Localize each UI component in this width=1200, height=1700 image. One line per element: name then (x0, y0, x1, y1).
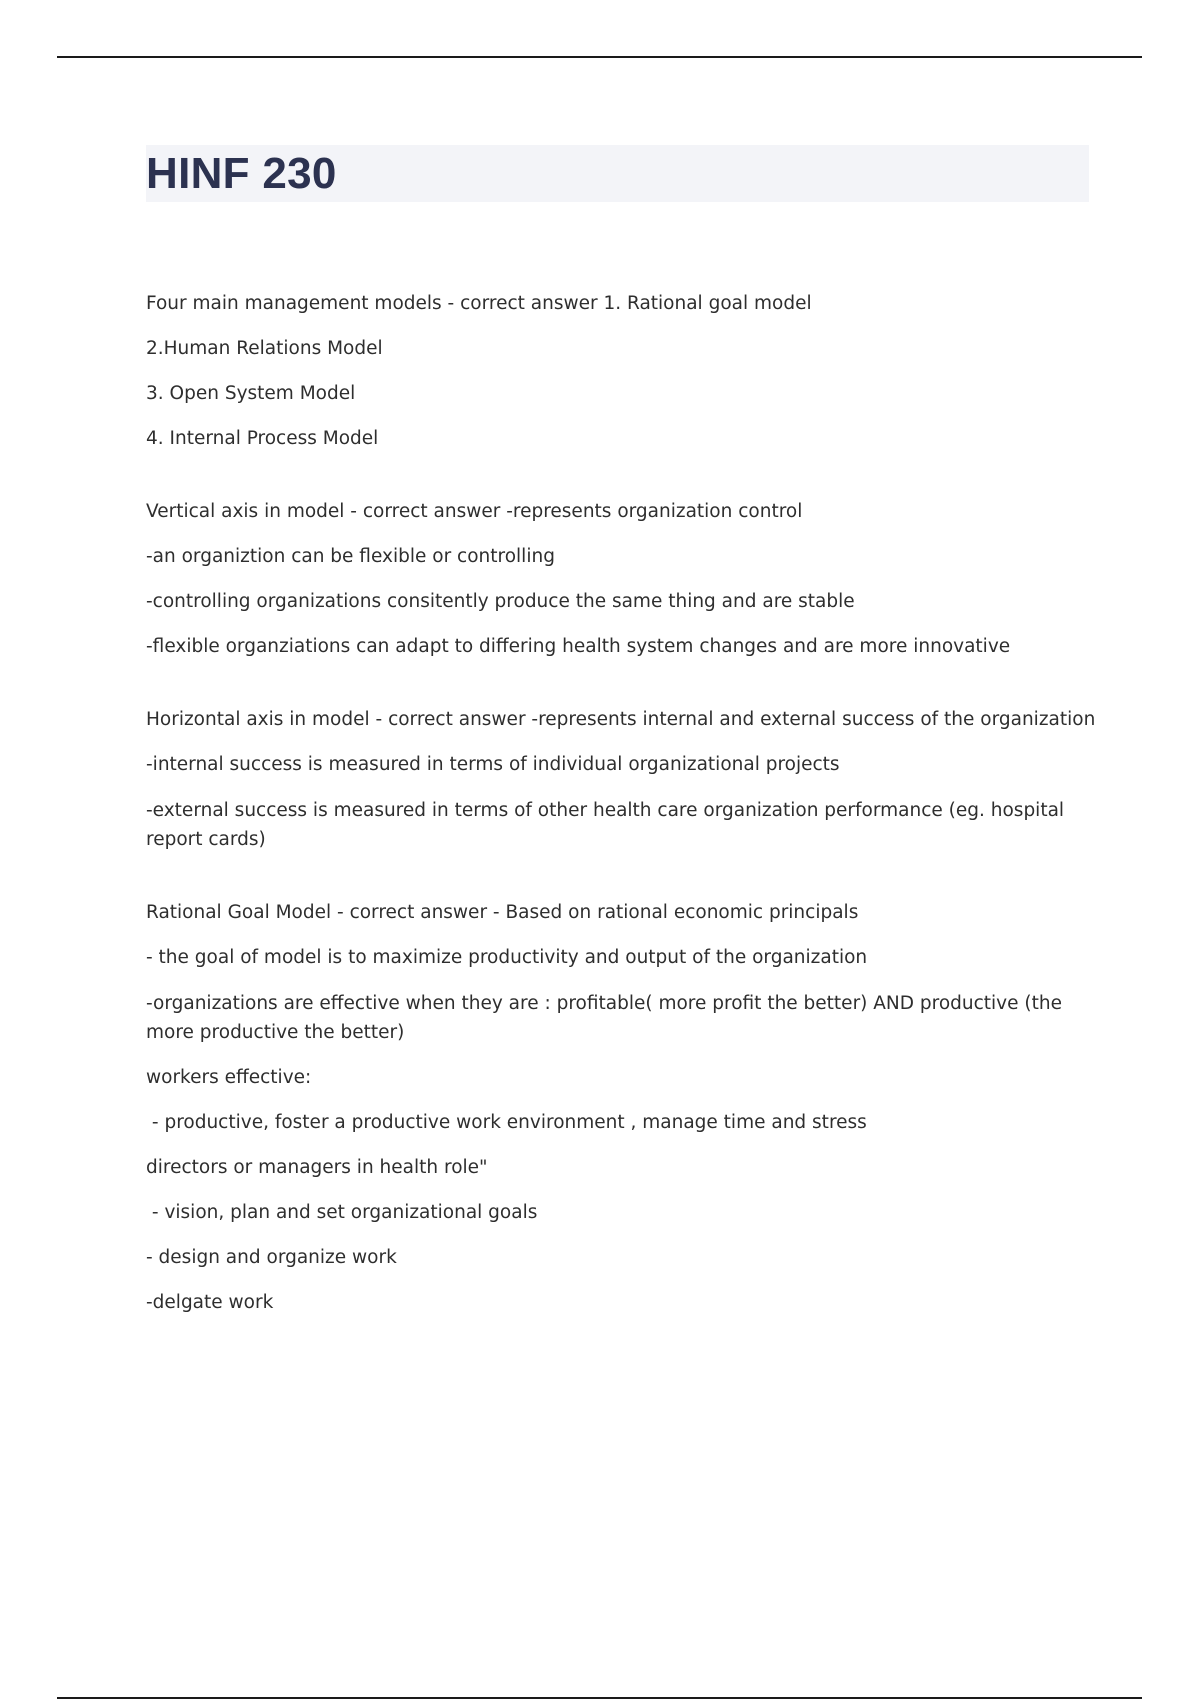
text-line: Four main management models - correct answer 1. Rational goal model (146, 293, 812, 314)
text-line: -organizations are effective when they are : profitable( more profit the better) AND productive (the more productive the better) (146, 993, 1068, 1043)
qa-block-vertical-axis (146, 498, 1096, 661)
qa-block-management-models (146, 290, 1096, 453)
text-line: - vision, plan and set organizational goals (146, 1202, 538, 1223)
text-line: -external success is measured in terms of other health care organization performance (eg. hospital report cards) (146, 800, 1070, 850)
text-line: directors or managers in health role" (146, 1157, 488, 1178)
text-line: 3. Open System Model (146, 383, 356, 404)
text-line: -internal success is measured in terms of individual organizational projects (146, 754, 840, 775)
text-line: -controlling organizations consitently produce the same thing and are stable (146, 591, 855, 612)
text-line: 4. Internal Process Model (146, 428, 379, 449)
text-line: - the goal of model is to maximize productivity and output of the organization (146, 947, 868, 968)
qa-block-rational-goal-model (146, 899, 1096, 1317)
text-line: Vertical axis in model - correct answer -represents organization control (146, 501, 803, 522)
text-line: -delgate work (146, 1292, 274, 1313)
qa-block-horizontal-axis (146, 706, 1096, 854)
page-title: HINF 230 (146, 149, 337, 198)
text-line: Horizontal axis in model - correct answer -represents internal and external success of the organization (146, 709, 1096, 730)
text-line: workers effective: (146, 1067, 312, 1088)
text-line: - design and organize work (146, 1247, 397, 1268)
text-line: -an organiztion can be flexible or controlling (146, 546, 555, 567)
text-line: Rational Goal Model - correct answer - Based on rational economic principals (146, 902, 859, 923)
top-divider (57, 56, 1142, 58)
bottom-divider (57, 1697, 1142, 1699)
document-body (146, 290, 1096, 1362)
text-line: -flexible organziations can adapt to differing health system changes and are more innovative (146, 636, 1011, 657)
text-line: - productive, foster a productive work environment , manage time and stress (146, 1112, 867, 1133)
text-line: 2.Human Relations Model (146, 338, 383, 359)
